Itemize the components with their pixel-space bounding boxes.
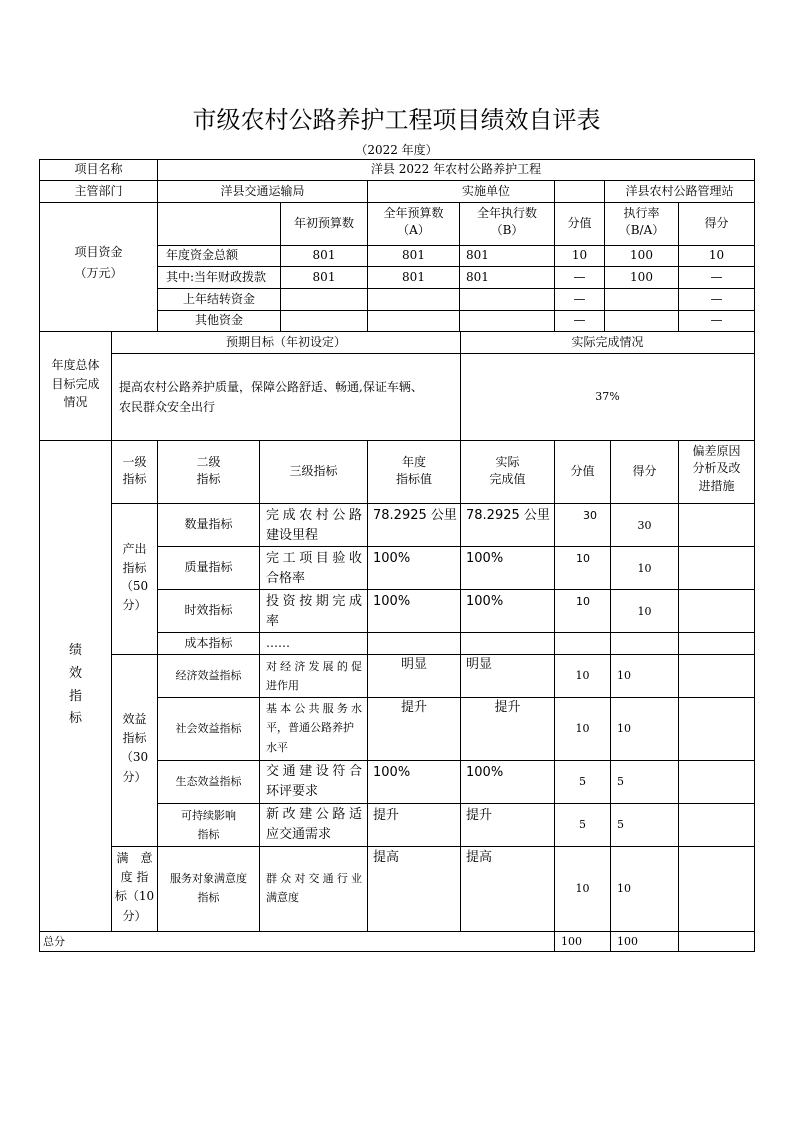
level2-indicator: 可持续影响 指标 xyxy=(181,809,236,842)
benefit-indicator-label: 效益 指标 （30 分） xyxy=(120,712,149,784)
header-score-value: 分值 xyxy=(567,216,592,231)
target-value: 提高 xyxy=(373,850,400,865)
funds-row-label: 其中:当年财政拨款 xyxy=(166,269,267,284)
header-deviation: 偏差原因 分析及改 进措施 xyxy=(692,444,741,493)
actual-value: 100% xyxy=(466,594,504,609)
header-level1: 一级 指标 xyxy=(122,455,147,487)
header-annual-exec: 全年执行数 （B） xyxy=(476,206,537,238)
level3-indicator: 对经济发展的促 进作用 xyxy=(266,660,362,693)
total-score: 100 xyxy=(617,935,638,949)
funds-score: — xyxy=(710,269,723,284)
score-value: 5 xyxy=(579,818,586,832)
score: 10 xyxy=(617,722,631,736)
total-label: 总分 xyxy=(43,935,65,949)
level3-indicator: 新改建公路适 应交通需求 xyxy=(266,807,362,842)
score: 10 xyxy=(637,605,652,618)
funds-score: — xyxy=(710,313,723,328)
funds-exec: 801 xyxy=(466,248,489,263)
funds-label: 项目资金 （万元） xyxy=(74,245,123,281)
score: 10 xyxy=(637,562,652,575)
target-value: 100% xyxy=(373,765,411,780)
target-value: 100% xyxy=(373,594,411,609)
funds-initial: 801 xyxy=(312,269,336,284)
level2-indicator: 经济效益指标 xyxy=(175,669,242,683)
actual-value: 提升 xyxy=(466,808,493,823)
level2-indicator: 时效指标 xyxy=(184,603,233,618)
header-level2: 二级 指标 xyxy=(196,455,221,487)
actual-value: 78.2925 公里 xyxy=(466,508,550,523)
score: 10 xyxy=(617,669,631,683)
level2-indicator: 生态效益指标 xyxy=(175,775,242,789)
score-value: 10 xyxy=(575,722,590,736)
target-value: 78.2925 公里 xyxy=(373,508,457,523)
level3-indicator: 完成农村公路 建设里程 xyxy=(266,508,362,543)
level2-indicator: 质量指标 xyxy=(184,560,233,575)
funds-row-label: 上年结转资金 xyxy=(182,291,255,306)
target-value: 提升 xyxy=(400,700,427,715)
actual-value: 提升 xyxy=(494,700,521,715)
score-value: 10 xyxy=(576,595,590,608)
level2-indicator: 数量指标 xyxy=(184,517,233,532)
level2-indicator: 服务对象满意度 指标 xyxy=(170,872,247,905)
target-value: 明显 xyxy=(400,657,427,672)
header-level3: 三级指标 xyxy=(289,464,338,479)
goals-label: 年度总体 目标完成 情况 xyxy=(51,358,100,410)
actual-value: 明显 xyxy=(466,657,493,672)
output-indicator-label: 产出 指标 （50 分） xyxy=(120,542,149,612)
dept-value: 洋县交通运输局 xyxy=(220,183,305,198)
score-value: 5 xyxy=(579,775,586,789)
score-value: 10 xyxy=(575,882,590,896)
funds-value: — xyxy=(573,291,586,306)
level3-indicator: 投资按期完成 率 xyxy=(266,594,362,629)
project-name-value: 洋县 2022 年农村公路养护工程 xyxy=(370,162,542,177)
level3-indicator: 完工项目验收 合格率 xyxy=(266,551,362,586)
funds-budget: 801 xyxy=(402,269,425,284)
target-value: 100% xyxy=(373,551,411,566)
header-actual: 实际 完成值 xyxy=(489,455,526,487)
header-score: 得分 xyxy=(632,464,657,479)
actual-goal-header: 实际完成情况 xyxy=(571,334,644,349)
total-value: 100 xyxy=(561,935,582,949)
score-value: 10 xyxy=(576,552,590,565)
score: 30 xyxy=(637,519,652,532)
funds-rate: 100 xyxy=(630,269,653,284)
header-initial-budget: 年初预算数 xyxy=(293,216,354,231)
funds-exec: 801 xyxy=(466,269,489,284)
score: 5 xyxy=(617,818,624,832)
actual-goal-text: 37% xyxy=(595,390,620,404)
score: 10 xyxy=(617,882,631,896)
score-value: 10 xyxy=(575,669,590,683)
level3-indicator: 群众对交通行业 满意度 xyxy=(266,872,362,905)
score: 5 xyxy=(617,775,624,789)
target-value: 提升 xyxy=(373,808,400,823)
funds-initial: 801 xyxy=(312,248,336,263)
actual-value: 100% xyxy=(466,551,504,566)
dept-label: 主管部门 xyxy=(74,183,123,198)
actual-value: 提高 xyxy=(466,850,493,865)
funds-row-label: 年度资金总额 xyxy=(166,248,239,263)
score-value: 30 xyxy=(583,509,597,522)
page-title: 市级农村公路养护工程项目绩效自评表 xyxy=(192,106,601,134)
funds-value: — xyxy=(573,313,586,328)
project-name-label: 项目名称 xyxy=(74,162,123,177)
level2-indicator: 社会效益指标 xyxy=(175,722,242,736)
header-target: 年度 指标值 xyxy=(395,455,432,487)
level3-indicator: 基本公共服务水 平，普通公路养护 水平 xyxy=(266,702,362,754)
level3-indicator: 交通建设符合 环评要求 xyxy=(266,764,362,799)
year-note: （2022 年度） xyxy=(355,143,438,157)
satisfaction-indicator-label: 满 意 度 指 标（10 分） xyxy=(114,851,155,923)
header-annual-budget: 全年预算数 （A） xyxy=(383,206,444,238)
funds-value: — xyxy=(573,269,586,284)
exec-unit-value: 洋县农村公路管理站 xyxy=(625,183,734,198)
funds-score: 10 xyxy=(708,248,725,263)
funds-budget: 801 xyxy=(402,248,425,263)
header-score: 得分 xyxy=(704,216,729,231)
expected-goal-text: 提高农村公路养护质量，保障公路舒适、畅通,保证车辆、 农民群众安全出行 xyxy=(119,380,423,414)
header-value: 分值 xyxy=(570,464,595,479)
header-exec-rate: 执行率 （B/A） xyxy=(618,206,665,238)
funds-score: — xyxy=(710,291,723,306)
actual-value: 100% xyxy=(466,765,504,780)
funds-value: 10 xyxy=(571,248,588,263)
funds-rate: 100 xyxy=(630,248,653,263)
level3-indicator: …… xyxy=(266,635,290,650)
performance-indicators-label: 绩 效 指 标 xyxy=(68,643,82,727)
expected-goal-header: 预期目标（年初设定） xyxy=(225,334,346,349)
exec-unit-label: 实施单位 xyxy=(461,183,510,198)
funds-row-label: 其他资金 xyxy=(194,313,243,328)
level2-indicator: 成本指标 xyxy=(184,635,233,650)
